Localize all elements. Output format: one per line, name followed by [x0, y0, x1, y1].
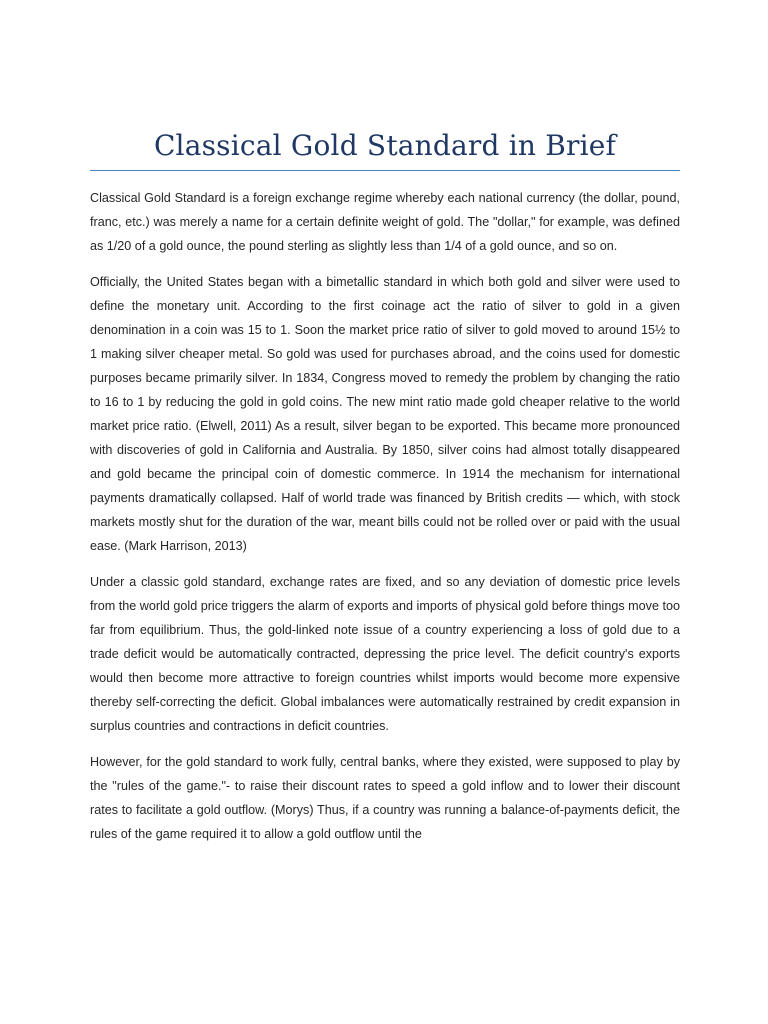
document-body: [90, 186, 680, 858]
paragraph-rules-of-the-game: However, for the gold standard to work fully, central banks, where they existed, were supposed to play by the "rules of the game."- to raise their discount rates to speed a gold inflow and to lower their discount rates to facilitate a gold outflow. (Morys) Thus, if a country was running a balance-of-payments deficit, the rules of the game required it to allow a gold outflow until the: [90, 755, 680, 841]
page-title: Classical Gold Standard in Brief: [153, 129, 617, 162]
paragraph-us-history: Officially, the United States began with a bimetallic standard in which both gold and silver were used to define the monetary unit. According to the first coinage act the ratio of silver to gold in a given denomination in a coin was 15 to 1. Soon the market price ratio of silver to gold moved to around 15½ to 1 making silver cheaper metal. So gold was used for purchases abroad, and the coins used for domestic purposes became primarily silver. In 1834, Congress moved to remedy the problem by changing the ratio to 16 to 1 by reducing the gold in gold coins. The new mint ratio made gold cheaper relative to the world market price ratio. (Elwell, 2011) As a result, silver began to be exported. This became more pronounced with discoveries of gold in California and Australia. By 1850, silver coins had almost totally disappeared and gold became the principal coin of domestic commerce. In 1914 the mechanism for international payments dramatically collapsed. Half of world trade was financed by British credits — which, with stock markets mostly shut for the duration of the war, meant bills could not be rolled over or paid with the usual ease. (Mark Harrison, 2013): [90, 275, 680, 553]
paragraph-definition: Classical Gold Standard is a foreign exchange regime whereby each national currency (the dollar, pound, franc, etc.) was merely a name for a certain definite weight of gold. The "dollar," for example, was defined as 1/20 of a gold ounce, the pound sterling as slightly less than 1/4 of a gold ounce, and so on.: [90, 191, 680, 253]
title-underline-divider: [90, 170, 680, 171]
paragraph-mechanism: Under a classic gold standard, exchange rates are fixed, and so any deviation of domestic price levels from the world gold price triggers the alarm of exports and imports of physical gold before things move too far from equilibrium. Thus, the gold-linked note issue of a country experiencing a loss of gold due to a trade deficit would be automatically contracted, depressing the price level. The deficit country's exports would then become more attractive to foreign countries whilst imports would become more expensive thereby self-correcting the deficit. Global imbalances were automatically restrained by credit expansion in surplus countries and contractions in deficit countries.: [90, 575, 680, 733]
